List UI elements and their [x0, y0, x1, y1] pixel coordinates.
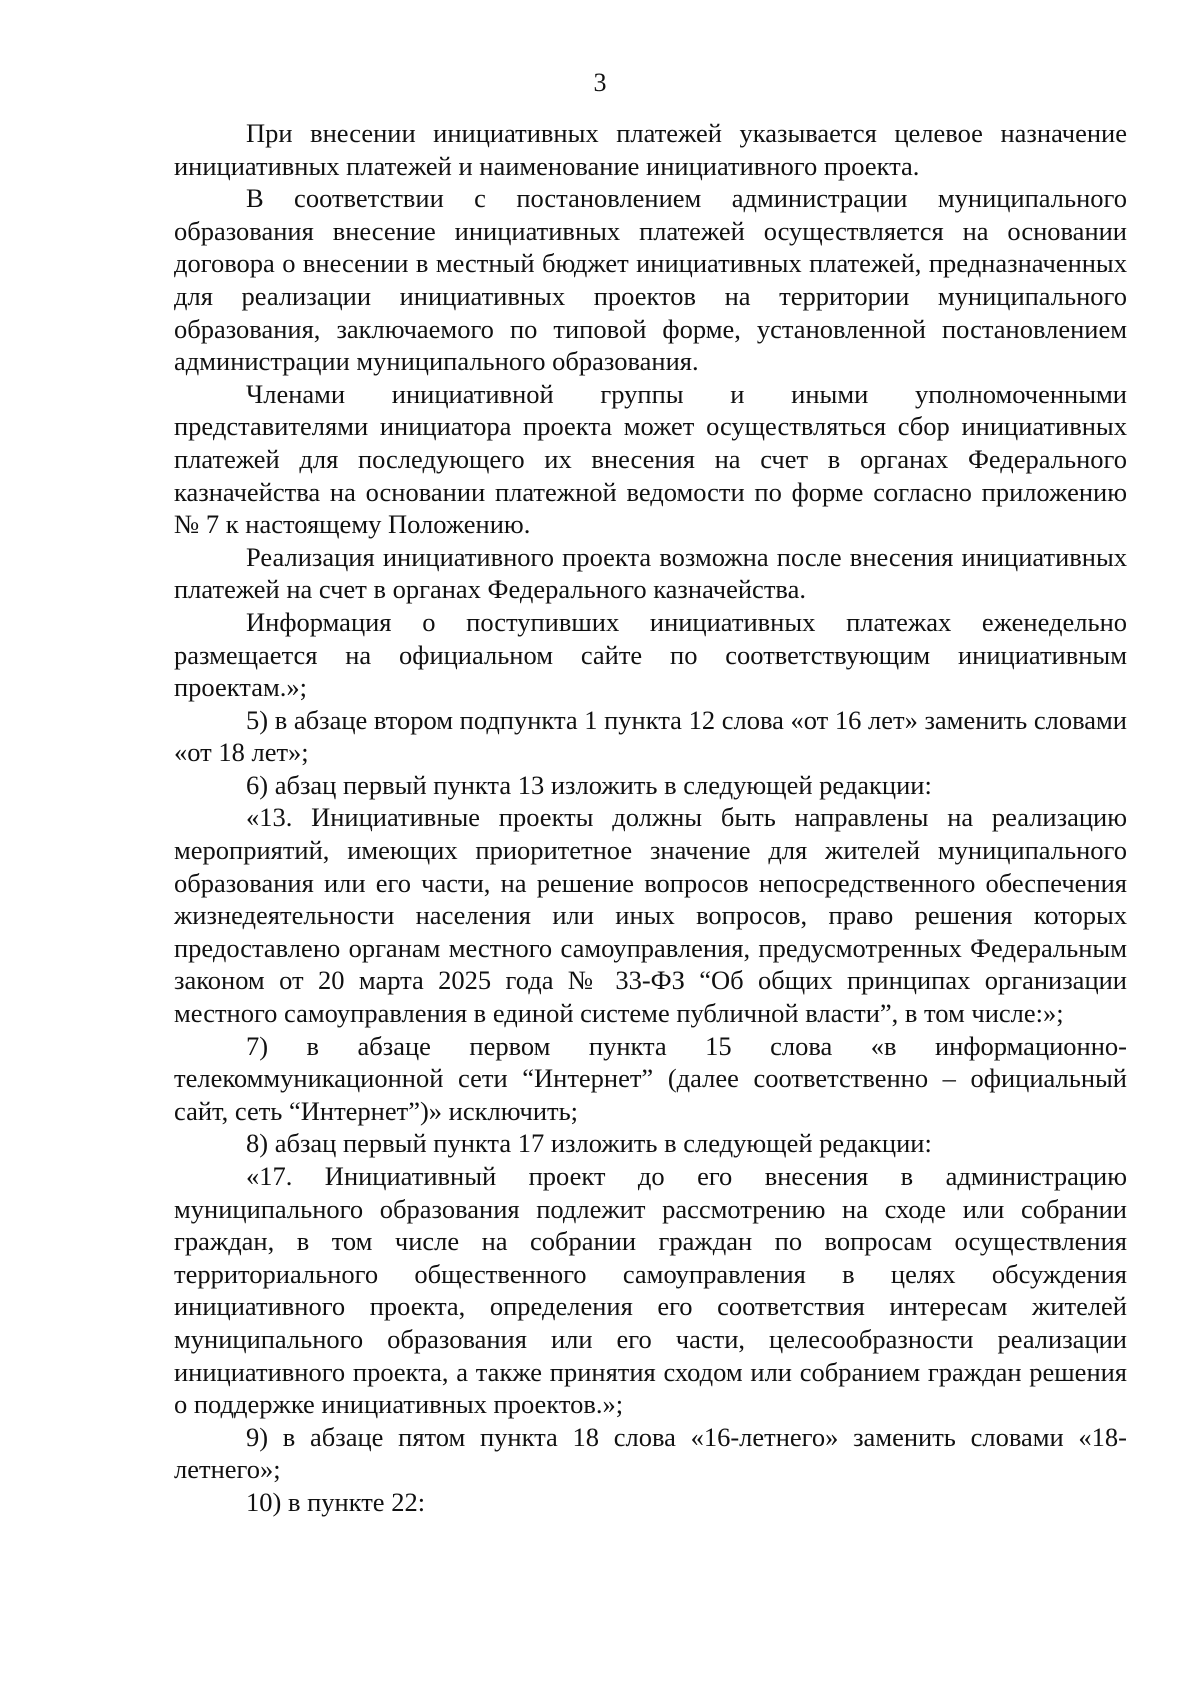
amendment-item: 8) абзац первый пункта 17 изложить в следующей редакции:	[246, 1128, 932, 1159]
paragraph: Членами инициативной группы и иными уполномоченными представителями инициатора проекта может осуществляться сбор инициативных платежей для последующего их внесения на счет в органах Федерального казначейства на основании платежной ведомости по форме согласно приложению № 7 к настоящему Положению.	[174, 378, 1127, 540]
amendment-item: 7) в абзаце первом пункта 15 слова «в информационно-телекоммуникационной сети “Интернет” (далее соответственно – официальный сайт, сеть “Интернет”)» исключить;	[174, 1030, 1127, 1126]
amendment-item: 9) в абзаце пятом пункта 18 слова «16-летнего» заменить словами «18-летнего»;	[174, 1421, 1127, 1485]
paragraph: В соответствии с постановлением администрации муниципального образования внесение инициативных платежей осуществляется на основании договора о внесении в местный бюджет инициативных платежей, предназначенных для реализации инициативных проектов на территории муниципального образования, заключаемого по типовой форме, установленной постановлением администрации муниципального образования.	[174, 183, 1127, 377]
paragraph: При внесении инициативных платежей указывается целевое назначение инициативных платежей и наименование инициативного проекта.	[174, 118, 1127, 181]
amendment-item: 10) в пункте 22:	[246, 1486, 426, 1517]
document-body	[174, 117, 1127, 1519]
amendment-item: 6) абзац первый пункта 13 изложить в следующей редакции:	[246, 769, 932, 800]
paragraph: Информация о поступивших инициативных платежах еженедельно размещается на официальном сайте по соответствующим инициативным проектам.»;	[174, 606, 1127, 703]
quoted-paragraph: «17. Инициативный проект до его внесения в администрацию муниципального образования подлежит рассмотрению на сходе или собрании граждан, в том числе на собрании граждан по вопросам осуществления территориального общественного самоуправления в целях обсуждения инициативного проекта, определения его соответствия интересам жителей муниципального образования или его части, целесообразности реализации инициативного проекта, а также принятия сходом или собранием граждан решения о поддержке инициативных проектов.»;	[174, 1161, 1127, 1420]
quoted-paragraph: «13. Инициативные проекты должны быть направлены на реализацию мероприятий, имеющих приоритетное значение для жителей муниципального образования или его части, на решение вопросов непосредственного обеспечения жизнедеятельности населения или иных вопросов, право решения которых предоставлено органам местного самоуправления, предусмотренных Федеральным законом от 20 марта 2025 года № 33-ФЗ “Об общих принципах организации местного самоуправления в единой системе публичной власти”, в том числе:»;	[174, 802, 1127, 1029]
page-number: 3	[593, 68, 607, 97]
amendment-item: 5) в абзаце втором подпункта 1 пункта 12 слова «от 16 лет» заменить словами «от 18 лет»;	[174, 704, 1127, 768]
paragraph: Реализация инициативного проекта возможна после внесения инициативных платежей на счет в органах Федерального казначейства.	[174, 541, 1127, 605]
